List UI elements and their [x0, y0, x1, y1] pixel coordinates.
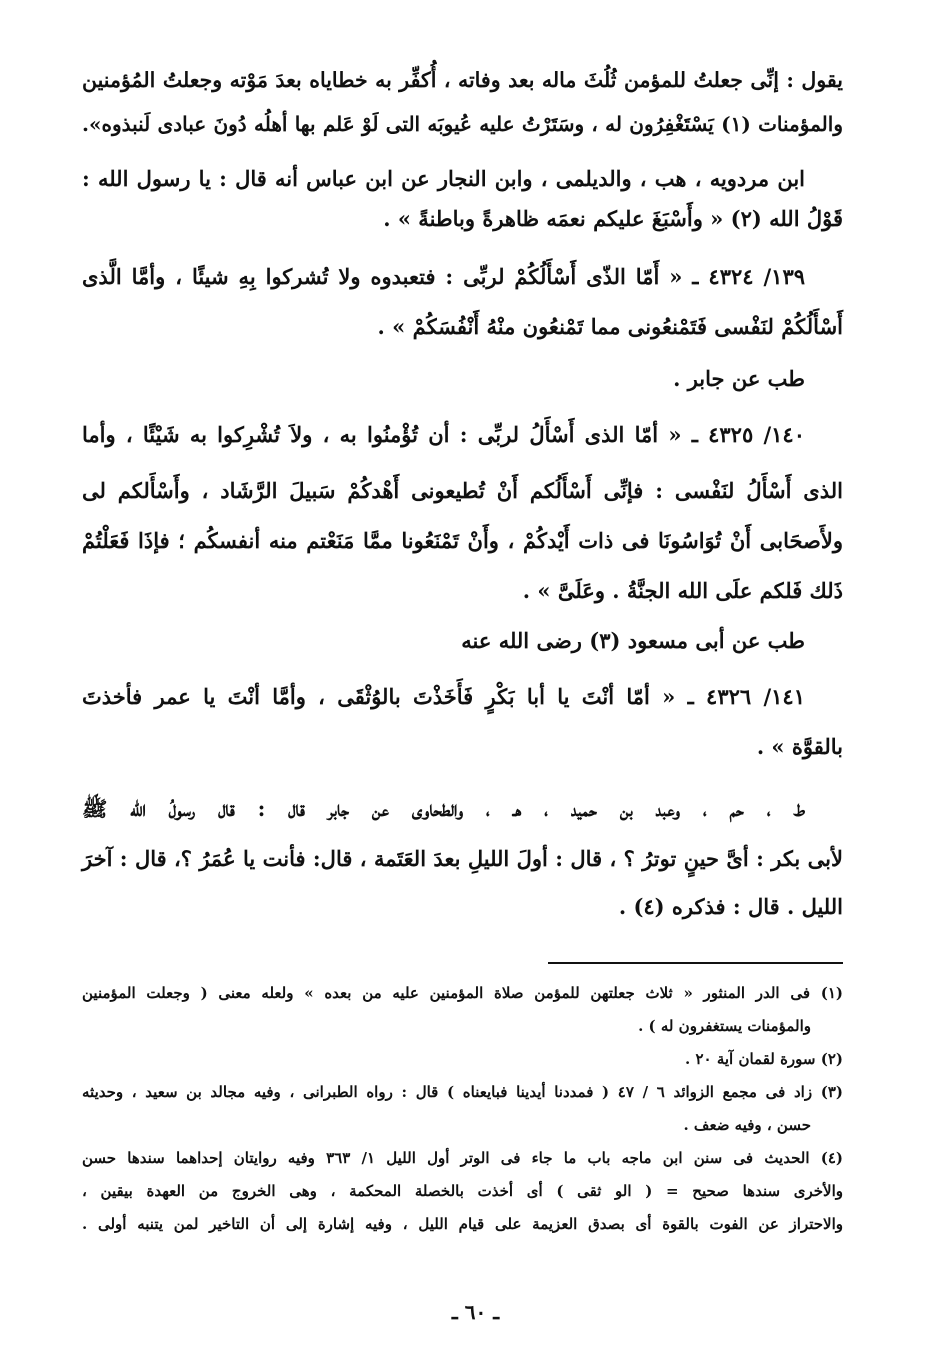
hadith-141-line: ١٤١/ ٤٣٢٦ ـ « أمّا أنْتَ يا أبا بَكْرٍ فَأَخَذْتَ بالوُثْقَى ، وأمَّا أنْتَ يا عمر فأخذتَ — [82, 684, 805, 709]
footnote-line: (٤) الحديث فى سنن ابن ماجه باب ما جاء فى الوتر أول الليل ١/ ٣٦٣ وفيه روايتان إحداهما سندها حسن — [82, 1149, 843, 1167]
footnote-line: (٢) سورة لقمان آية ٢٠ . — [685, 1050, 843, 1068]
source-line: طب عن جابر . — [673, 366, 805, 391]
hadith-140-line: ١٤٠/ ٤٣٢٥ ـ « أمّا الذى أَسْأَلُ لربِّى : أن تُؤْمنُوا به ، ولاَ تُشْرِكوا به شَيْئًا ، وأما — [82, 422, 805, 447]
footnote-line: (٣) زاد فى مجمع الزوائد ٦ / ٤٧ ( فمددنا أيدينا فبايعناه ) قال : رواه الطبرانى ، وفيه مجالد بن سعيد ، وحديثه — [82, 1083, 843, 1101]
source-line: ط ، حم ، وعبد بن حميد ، هـ ، والطحاوى عن جابر قال : قال رسولُ الله ﷺ — [82, 796, 805, 821]
footnote-line: والأخرى سندها صحيح = ( الو ثقى ) أى أخذت بالخصلة المحكمة ، وهى الخروج من العهدة بيقين ، — [82, 1182, 843, 1200]
hadith-139-line: ١٣٩/ ٤٣٢٤ ـ « أَمّا الذّى أَسْأَلُكُمْ لربِّى : فتعبدوه ولا تُشركوا بِهِ شيئًا ، وأمَّا الَّذى — [82, 264, 806, 289]
footnote-line: (١) فى الدر المنثور « ثلاث جعلتهن للمؤمن صلاة المؤمنين عليه من بعده » ولعله معنى ( وجعلت المؤمنين — [82, 984, 843, 1002]
body-line: والمؤمنات (١) يَسْتَغْفِرُون له ، وسَتَرْتُ عليه عُيوبَه التى لَوْ عَلم بها أهلُه دُونَ عبادى لَنبذوه». — [82, 112, 843, 136]
source-line: طب عن أبى مسعود (٣) رضى الله عنه — [461, 628, 805, 653]
page-number: ـ ٦٠ ـ — [451, 1300, 500, 1324]
body-line: يقول : إنِّى جعلتُ للمؤمن ثُلُثَ ماله بعد وفاته ، أُكفِّر به خطاياه بعدَ مَوْته وجعلتُ المُؤمنين — [82, 68, 843, 92]
footnotes — [82, 984, 843, 1248]
body-line: بالقوَّة » . — [756, 734, 843, 759]
footnote-line: والمؤمنات يستغفرون له ) . — [638, 1017, 811, 1035]
body-line: ابن مردويه ، هب ، والديلمى ، وابن النجار عن ابن عباس أنه قال : يا رسول الله : — [82, 166, 805, 191]
body-line: ولأَصحَابى أَنْ تُوَاسُونَا فى ذات أَيْدكُمْ ، وأَنْ تَمْنَعُونا ممَّا مَنَعْتم منه أنفسكُم ؛ فإذَا فَعَلْتُمْ — [82, 528, 843, 553]
footnote-line: حسن ، وفيه ضعف . — [683, 1116, 811, 1134]
body-line: الذى أَسْأَلُ لنَفْسى : فإنِّى أَسْأَلُكم أَنْ تُطيعونى أَهْدكُمْ سَبيلَ الرَّشَاد ، وأَسْأَلكم لى — [82, 478, 843, 503]
footnote-separator — [548, 962, 843, 964]
body-line: ذَلك فَلكم علَى الله الجنَّةُ . وعَلَىَّ » . — [522, 578, 843, 603]
body-line: أَسْأَلُكُمْ لنَفْسى فَتَمْنعُونى مما تَمْنعُون منْهُ أَنْفُسَكُمْ » . — [377, 314, 843, 339]
body-line: الليل . قال : فذكره (٤) . — [618, 894, 843, 919]
main-text — [82, 70, 843, 936]
body-line: لأبى بكر : أىَّ حينٍ توترُ ؟ ، قال : أولَ الليلِ بعدَ العَتَمة ، قال: فأنت يا عُمَرُ ؟، قال : آخرَ — [82, 846, 843, 871]
footnote-line: والاحتراز عن الفوت بالقوة أى بصدق العزيمة على قيام الليل ، وفيه إشارة إلى أن التاخير لمن يتنبه أولى . — [82, 1215, 844, 1233]
body-line: قَوْلُ الله (٢) « وأَسْبَغَ عليكم نعمَه ظاهرةً وباطنةً » . — [383, 206, 843, 231]
